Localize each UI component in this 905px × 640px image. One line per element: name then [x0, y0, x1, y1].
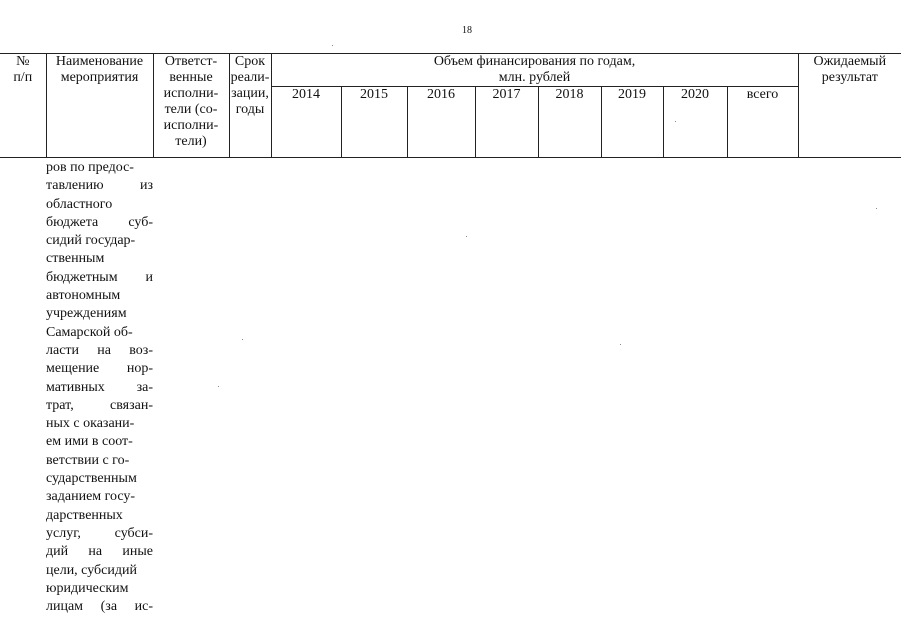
text-line: услуг, субси- — [46, 525, 153, 541]
header-term-line: Срок — [234, 54, 266, 69]
header-year-2018: 2018 — [538, 87, 601, 158]
header-responsible-line: исполни- — [163, 86, 219, 101]
text-line: мативных за- — [46, 379, 153, 395]
text-line: ласти на воз- — [46, 342, 153, 358]
header-financing-line: Объем финансирования по годам, — [433, 54, 636, 69]
header-cell-term — [229, 54, 271, 158]
scan-speck — [876, 208, 877, 209]
header-year-2020: 2020 — [663, 87, 727, 158]
scan-speck — [466, 236, 467, 237]
program-table-header — [0, 53, 901, 158]
text-line: сударственным — [46, 471, 137, 487]
scan-speck — [675, 121, 676, 122]
text-line: цели, субсидий — [46, 562, 137, 578]
event-name-continued-text — [46, 159, 153, 616]
header-cell-responsible — [153, 54, 229, 158]
header-name-line: Наименование — [55, 54, 144, 69]
scan-speck — [332, 45, 333, 46]
header-cell-name — [46, 54, 153, 158]
header-responsible-line: Ответст- — [164, 54, 218, 69]
header-term-line: реали- — [230, 70, 270, 85]
header-responsible-line: исполни- — [163, 118, 219, 133]
header-responsible-line: венные — [169, 70, 213, 85]
text-line: юридическим — [46, 580, 129, 596]
header-number-line: п/п — [13, 70, 33, 85]
text-line: ем ими в соот- — [46, 434, 133, 450]
text-line: бюджетным и — [46, 269, 153, 285]
header-cell-number — [0, 54, 46, 158]
header-responsible-line: тели (со- — [164, 102, 218, 117]
header-term-line: зации, — [231, 86, 269, 101]
header-term-line: годы — [235, 102, 265, 117]
text-line: сидий государ- — [46, 233, 136, 249]
page-number: 18 — [462, 25, 472, 36]
text-line: трат, связан- — [46, 397, 153, 413]
header-responsible-line: тели) — [175, 134, 207, 149]
header-financing-line: млн. рублей — [498, 70, 571, 85]
text-line: тавлению из — [46, 178, 153, 194]
text-line: Самарской об- — [46, 324, 133, 340]
header-cell-result — [798, 54, 901, 158]
header-year-total: всего — [727, 87, 798, 158]
text-line: областного — [46, 196, 113, 212]
header-result-line: результат — [821, 70, 878, 85]
text-line: ветствии с го- — [46, 452, 130, 468]
scan-speck — [218, 386, 219, 387]
text-line: учреждениям — [46, 306, 127, 322]
header-number-line: № — [16, 54, 30, 69]
header-cell-financing — [271, 54, 798, 87]
header-year-2019: 2019 — [601, 87, 663, 158]
text-line: лицам (за ис- — [46, 599, 153, 615]
header-year-2014: 2014 — [271, 87, 341, 158]
text-line: ственным — [46, 251, 105, 267]
text-line: бюджета суб- — [46, 214, 153, 230]
text-line: мещение нор- — [46, 361, 153, 377]
text-line: ных с оказани- — [46, 416, 135, 432]
scan-speck — [242, 339, 243, 340]
header-result-line: Ожидаемый — [813, 54, 887, 69]
scan-speck — [620, 344, 621, 345]
header-year-2017: 2017 — [475, 87, 538, 158]
text-line: дий на иные — [46, 544, 153, 560]
header-name-line: мероприятия — [60, 70, 139, 85]
text-line: ров по предос- — [46, 160, 134, 175]
text-line: дарственных — [46, 507, 123, 523]
header-year-2015: 2015 — [341, 87, 407, 158]
text-line: заданием госу- — [46, 489, 136, 505]
header-year-2016: 2016 — [407, 87, 475, 158]
text-line: автономным — [46, 288, 121, 304]
